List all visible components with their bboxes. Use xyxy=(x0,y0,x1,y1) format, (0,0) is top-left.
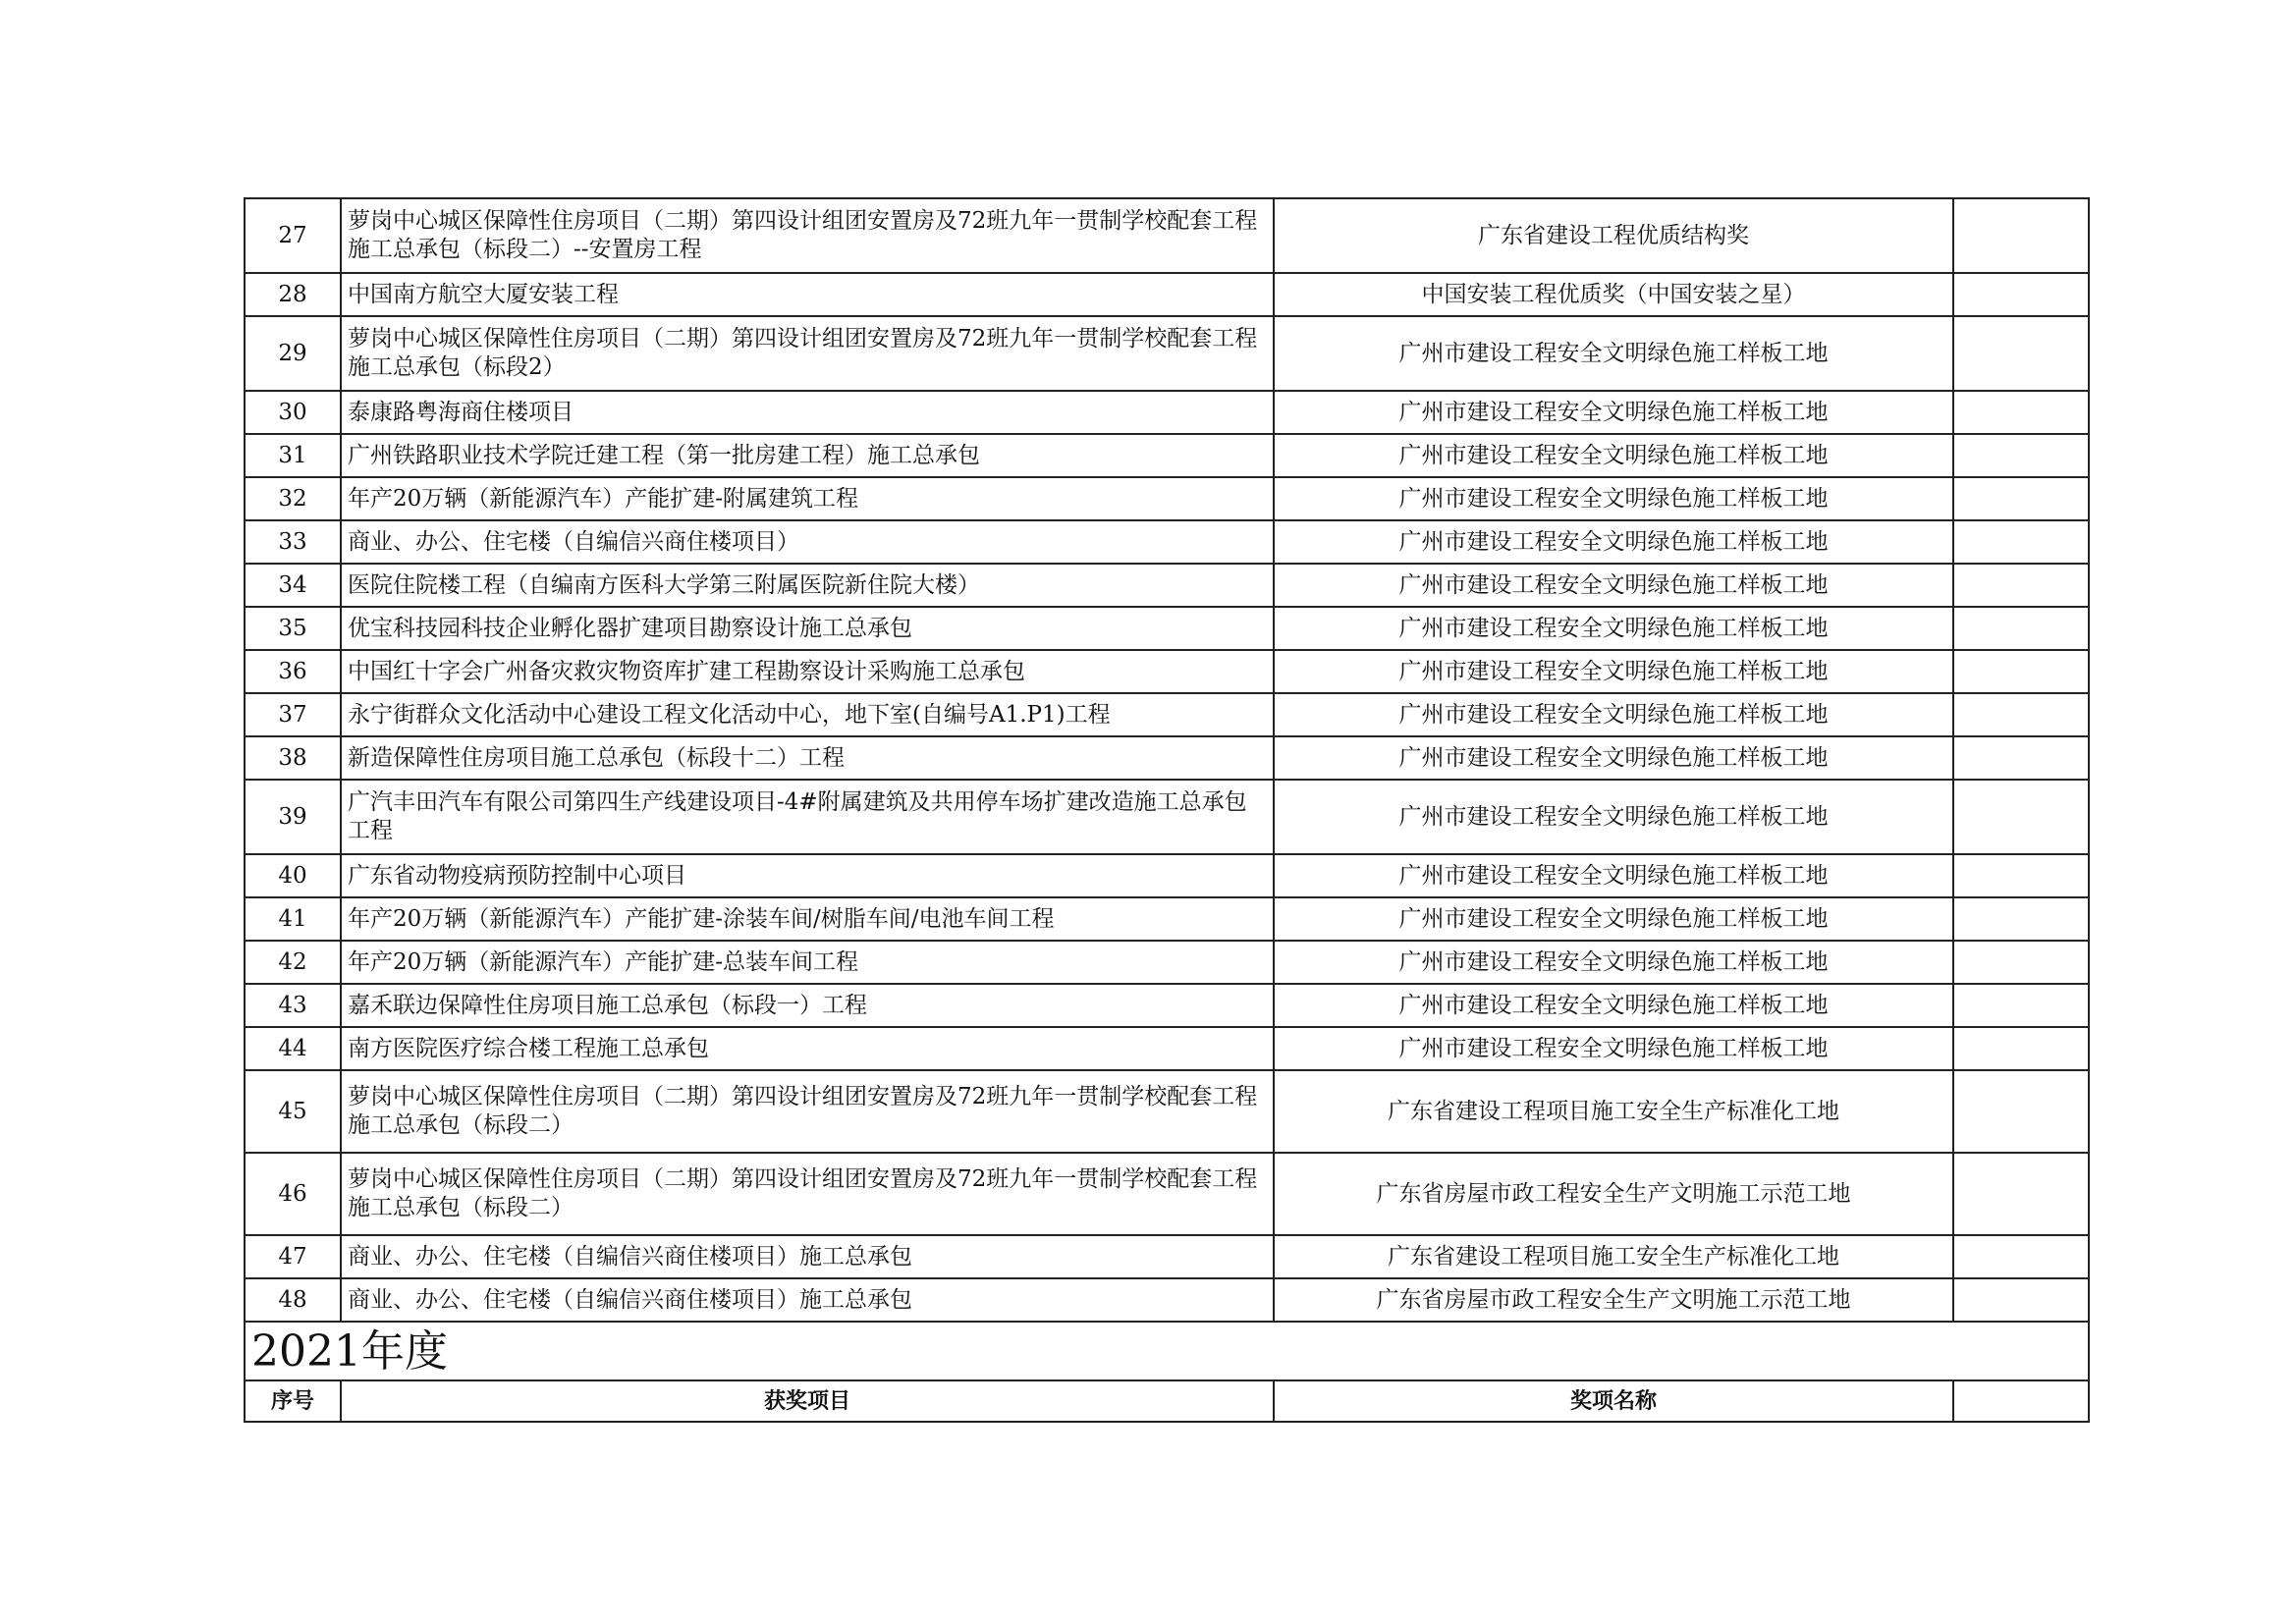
extra-cell xyxy=(1953,1027,2089,1070)
table-row xyxy=(245,607,2089,650)
row-number: 33 xyxy=(245,520,341,564)
award-name: 广州市建设工程安全文明绿色施工样板工地 xyxy=(1274,984,1953,1027)
row-number: 30 xyxy=(245,391,341,434)
row-number: 41 xyxy=(245,897,341,941)
table-row xyxy=(245,273,2089,316)
extra-cell xyxy=(1953,780,2089,854)
table-row xyxy=(245,1027,2089,1070)
award-name: 中国安装工程优质奖（中国安装之星） xyxy=(1274,273,1953,316)
row-number: 36 xyxy=(245,650,341,693)
project-name: 年产20万辆（新能源汽车）产能扩建-总装车间工程 xyxy=(341,941,1274,984)
project-name: 南方医院医疗综合楼工程施工总承包 xyxy=(341,1027,1274,1070)
table-row xyxy=(245,316,2089,391)
project-name: 萝岗中心城区保障性住房项目（二期）第四设计组团安置房及72班九年一贯制学校配套工程施工总承包（标段二） xyxy=(341,1153,1274,1235)
row-number: 31 xyxy=(245,434,341,477)
project-name: 中国红十字会广州备灾救灾物资库扩建工程勘察设计采购施工总承包 xyxy=(341,650,1274,693)
table-row xyxy=(245,198,2089,273)
row-number: 39 xyxy=(245,780,341,854)
header-extra xyxy=(1953,1380,2089,1422)
table-row xyxy=(245,1070,2089,1153)
award-name: 广州市建设工程安全文明绿色施工样板工地 xyxy=(1274,780,1953,854)
extra-cell xyxy=(1953,1153,2089,1235)
extra-cell xyxy=(1953,391,2089,434)
row-number: 32 xyxy=(245,477,341,520)
row-number: 38 xyxy=(245,736,341,780)
project-name: 商业、办公、住宅楼（自编信兴商住楼项目） xyxy=(341,520,1274,564)
award-name: 广州市建设工程安全文明绿色施工样板工地 xyxy=(1274,477,1953,520)
extra-cell xyxy=(1953,984,2089,1027)
award-name: 广州市建设工程安全文明绿色施工样板工地 xyxy=(1274,520,1953,564)
award-name: 广州市建设工程安全文明绿色施工样板工地 xyxy=(1274,897,1953,941)
project-name: 泰康路粤海商住楼项目 xyxy=(341,391,1274,434)
extra-cell xyxy=(1953,607,2089,650)
project-name: 永宁街群众文化活动中心建设工程文化活动中心，地下室(自编号A1.P1)工程 xyxy=(341,693,1274,736)
extra-cell xyxy=(1953,897,2089,941)
award-name: 广州市建设工程安全文明绿色施工样板工地 xyxy=(1274,941,1953,984)
award-name: 广东省房屋市政工程安全生产文明施工示范工地 xyxy=(1274,1153,1953,1235)
table-row xyxy=(245,941,2089,984)
row-number: 27 xyxy=(245,198,341,273)
awards-table xyxy=(244,197,2090,1423)
year-section-row xyxy=(245,1322,2089,1380)
award-name: 广州市建设工程安全文明绿色施工样板工地 xyxy=(1274,650,1953,693)
project-name: 萝岗中心城区保障性住房项目（二期）第四设计组团安置房及72班九年一贯制学校配套工程施工总承包（标段二） xyxy=(341,1070,1274,1153)
row-number: 34 xyxy=(245,564,341,607)
row-number: 29 xyxy=(245,316,341,391)
row-number: 48 xyxy=(245,1278,341,1322)
project-name: 萝岗中心城区保障性住房项目（二期）第四设计组团安置房及72班九年一贯制学校配套工程施工总承包（标段二）--安置房工程 xyxy=(341,198,1274,273)
extra-cell xyxy=(1953,198,2089,273)
extra-cell xyxy=(1953,854,2089,897)
project-name: 优宝科技园科技企业孵化器扩建项目勘察设计施工总承包 xyxy=(341,607,1274,650)
extra-cell xyxy=(1953,736,2089,780)
award-name: 广州市建设工程安全文明绿色施工样板工地 xyxy=(1274,316,1953,391)
header-project: 获奖项目 xyxy=(341,1380,1274,1422)
table-row xyxy=(245,897,2089,941)
extra-cell xyxy=(1953,564,2089,607)
table-row xyxy=(245,564,2089,607)
award-name: 广州市建设工程安全文明绿色施工样板工地 xyxy=(1274,1027,1953,1070)
project-name: 商业、办公、住宅楼（自编信兴商住楼项目）施工总承包 xyxy=(341,1235,1274,1278)
award-name: 广州市建设工程安全文明绿色施工样板工地 xyxy=(1274,391,1953,434)
extra-cell xyxy=(1953,1278,2089,1322)
year-section-title: 2021年度 xyxy=(245,1322,2089,1380)
table-row xyxy=(245,780,2089,854)
table-row xyxy=(245,391,2089,434)
award-name: 广州市建设工程安全文明绿色施工样板工地 xyxy=(1274,434,1953,477)
extra-cell xyxy=(1953,520,2089,564)
table-row xyxy=(245,650,2089,693)
table-row xyxy=(245,1153,2089,1235)
award-name: 广东省房屋市政工程安全生产文明施工示范工地 xyxy=(1274,1278,1953,1322)
extra-cell xyxy=(1953,1070,2089,1153)
table-row xyxy=(245,736,2089,780)
row-number: 45 xyxy=(245,1070,341,1153)
project-name: 萝岗中心城区保障性住房项目（二期）第四设计组团安置房及72班九年一贯制学校配套工程施工总承包（标段2） xyxy=(341,316,1274,391)
project-name: 新造保障性住房项目施工总承包（标段十二）工程 xyxy=(341,736,1274,780)
row-number: 42 xyxy=(245,941,341,984)
extra-cell xyxy=(1953,273,2089,316)
project-name: 商业、办公、住宅楼（自编信兴商住楼项目）施工总承包 xyxy=(341,1278,1274,1322)
row-number: 35 xyxy=(245,607,341,650)
table-row xyxy=(245,520,2089,564)
row-number: 28 xyxy=(245,273,341,316)
project-name: 年产20万辆（新能源汽车）产能扩建-附属建筑工程 xyxy=(341,477,1274,520)
project-name: 广州铁路职业技术学院迁建工程（第一批房建工程）施工总承包 xyxy=(341,434,1274,477)
row-number: 40 xyxy=(245,854,341,897)
table-row xyxy=(245,434,2089,477)
extra-cell xyxy=(1953,477,2089,520)
header-award: 奖项名称 xyxy=(1274,1380,1953,1422)
row-number: 43 xyxy=(245,984,341,1027)
row-number: 37 xyxy=(245,693,341,736)
award-name: 广东省建设工程项目施工安全生产标准化工地 xyxy=(1274,1070,1953,1153)
project-name: 广东省动物疫病预防控制中心项目 xyxy=(341,854,1274,897)
header-number: 序号 xyxy=(245,1380,341,1422)
table-row xyxy=(245,693,2089,736)
extra-cell xyxy=(1953,1235,2089,1278)
extra-cell xyxy=(1953,434,2089,477)
award-name: 广州市建设工程安全文明绿色施工样板工地 xyxy=(1274,607,1953,650)
table-row xyxy=(245,854,2089,897)
extra-cell xyxy=(1953,941,2089,984)
table-header-row xyxy=(245,1380,2089,1422)
row-number: 46 xyxy=(245,1153,341,1235)
award-name: 广州市建设工程安全文明绿色施工样板工地 xyxy=(1274,854,1953,897)
award-name: 广东省建设工程优质结构奖 xyxy=(1274,198,1953,273)
project-name: 年产20万辆（新能源汽车）产能扩建-涂装车间/树脂车间/电池车间工程 xyxy=(341,897,1274,941)
award-name: 广东省建设工程项目施工安全生产标准化工地 xyxy=(1274,1235,1953,1278)
table-row xyxy=(245,984,2089,1027)
project-name: 广汽丰田汽车有限公司第四生产线建设项目-4#附属建筑及共用停车场扩建改造施工总承包工程 xyxy=(341,780,1274,854)
extra-cell xyxy=(1953,316,2089,391)
project-name: 医院住院楼工程（自编南方医科大学第三附属医院新住院大楼） xyxy=(341,564,1274,607)
table-row xyxy=(245,1235,2089,1278)
table-row xyxy=(245,477,2089,520)
project-name: 中国南方航空大厦安装工程 xyxy=(341,273,1274,316)
table-row xyxy=(245,1278,2089,1322)
award-name: 广州市建设工程安全文明绿色施工样板工地 xyxy=(1274,736,1953,780)
extra-cell xyxy=(1953,693,2089,736)
row-number: 44 xyxy=(245,1027,341,1070)
row-number: 47 xyxy=(245,1235,341,1278)
project-name: 嘉禾联边保障性住房项目施工总承包（标段一）工程 xyxy=(341,984,1274,1027)
extra-cell xyxy=(1953,650,2089,693)
award-name: 广州市建设工程安全文明绿色施工样板工地 xyxy=(1274,693,1953,736)
award-name: 广州市建设工程安全文明绿色施工样板工地 xyxy=(1274,564,1953,607)
